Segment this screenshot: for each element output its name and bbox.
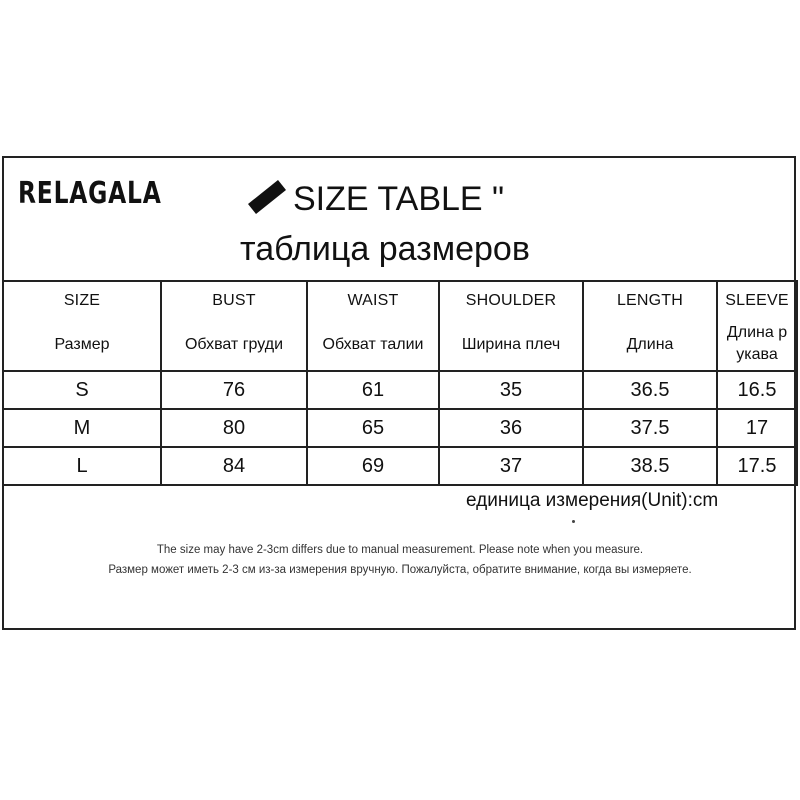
header-label-ru: Обхват талии <box>322 336 424 353</box>
header-label-ru: Длина р укава <box>726 324 788 363</box>
size-cell: L <box>3 447 161 485</box>
header-cell-size <box>3 281 161 371</box>
dot-mark <box>572 520 575 523</box>
length-cell: 36.5 <box>583 371 717 409</box>
header-label-en: SLEEVE <box>725 292 789 309</box>
header-cell-sleeve <box>717 281 797 371</box>
header-label-en: LENGTH <box>616 292 684 309</box>
page-title: SIZE TABLE " <box>293 180 505 218</box>
slash-icon <box>246 178 288 214</box>
header-label-en: BUST <box>212 292 256 309</box>
header-cell-shoulder <box>439 281 583 371</box>
header-label-en: SHOULDER <box>465 292 557 309</box>
header-cell-waist <box>307 281 439 371</box>
header-label-ru: Обхват груди <box>184 336 283 353</box>
table-header-row <box>3 281 797 371</box>
size-cell: S <box>3 371 161 409</box>
header-label-ru: Ширина плеч <box>461 336 561 353</box>
shoulder-cell: 37 <box>439 447 583 485</box>
waist-cell: 61 <box>307 371 439 409</box>
header-label-ru: Длина <box>626 336 674 353</box>
shoulder-cell: 35 <box>439 371 583 409</box>
header-cell-length <box>583 281 717 371</box>
waist-cell: 69 <box>307 447 439 485</box>
table-row <box>3 447 797 485</box>
table-row <box>3 409 797 447</box>
waist-cell: 65 <box>307 409 439 447</box>
header-cell-bust <box>161 281 307 371</box>
sleeve-cell: 16.5 <box>717 371 797 409</box>
brand-logo: RELAGALA <box>18 176 162 211</box>
size-cell: M <box>3 409 161 447</box>
page-subtitle: таблица размеров <box>240 230 530 268</box>
length-cell: 38.5 <box>583 447 717 485</box>
bust-cell: 76 <box>161 371 307 409</box>
size-table <box>2 280 798 486</box>
sleeve-cell: 17 <box>717 409 797 447</box>
bust-cell: 80 <box>161 409 307 447</box>
header-label-en: WAIST <box>347 292 399 309</box>
header-label-en: SIZE <box>63 292 101 309</box>
bust-cell: 84 <box>161 447 307 485</box>
table-row <box>3 371 797 409</box>
length-cell: 37.5 <box>583 409 717 447</box>
unit-note: единица измерения(Unit):cm <box>466 490 719 511</box>
shoulder-cell: 36 <box>439 409 583 447</box>
measurement-note-ru: Размер может иметь 2-3 см из-за измерения вручную. Пожалуйста, обратите внимание, когда вы измеряете. <box>108 564 692 576</box>
header-label-ru: Размер <box>54 336 110 353</box>
sleeve-cell: 17.5 <box>717 447 797 485</box>
measurement-note-en: The size may have 2-3cm differs due to manual measurement. Please note when you measure. <box>156 544 644 556</box>
